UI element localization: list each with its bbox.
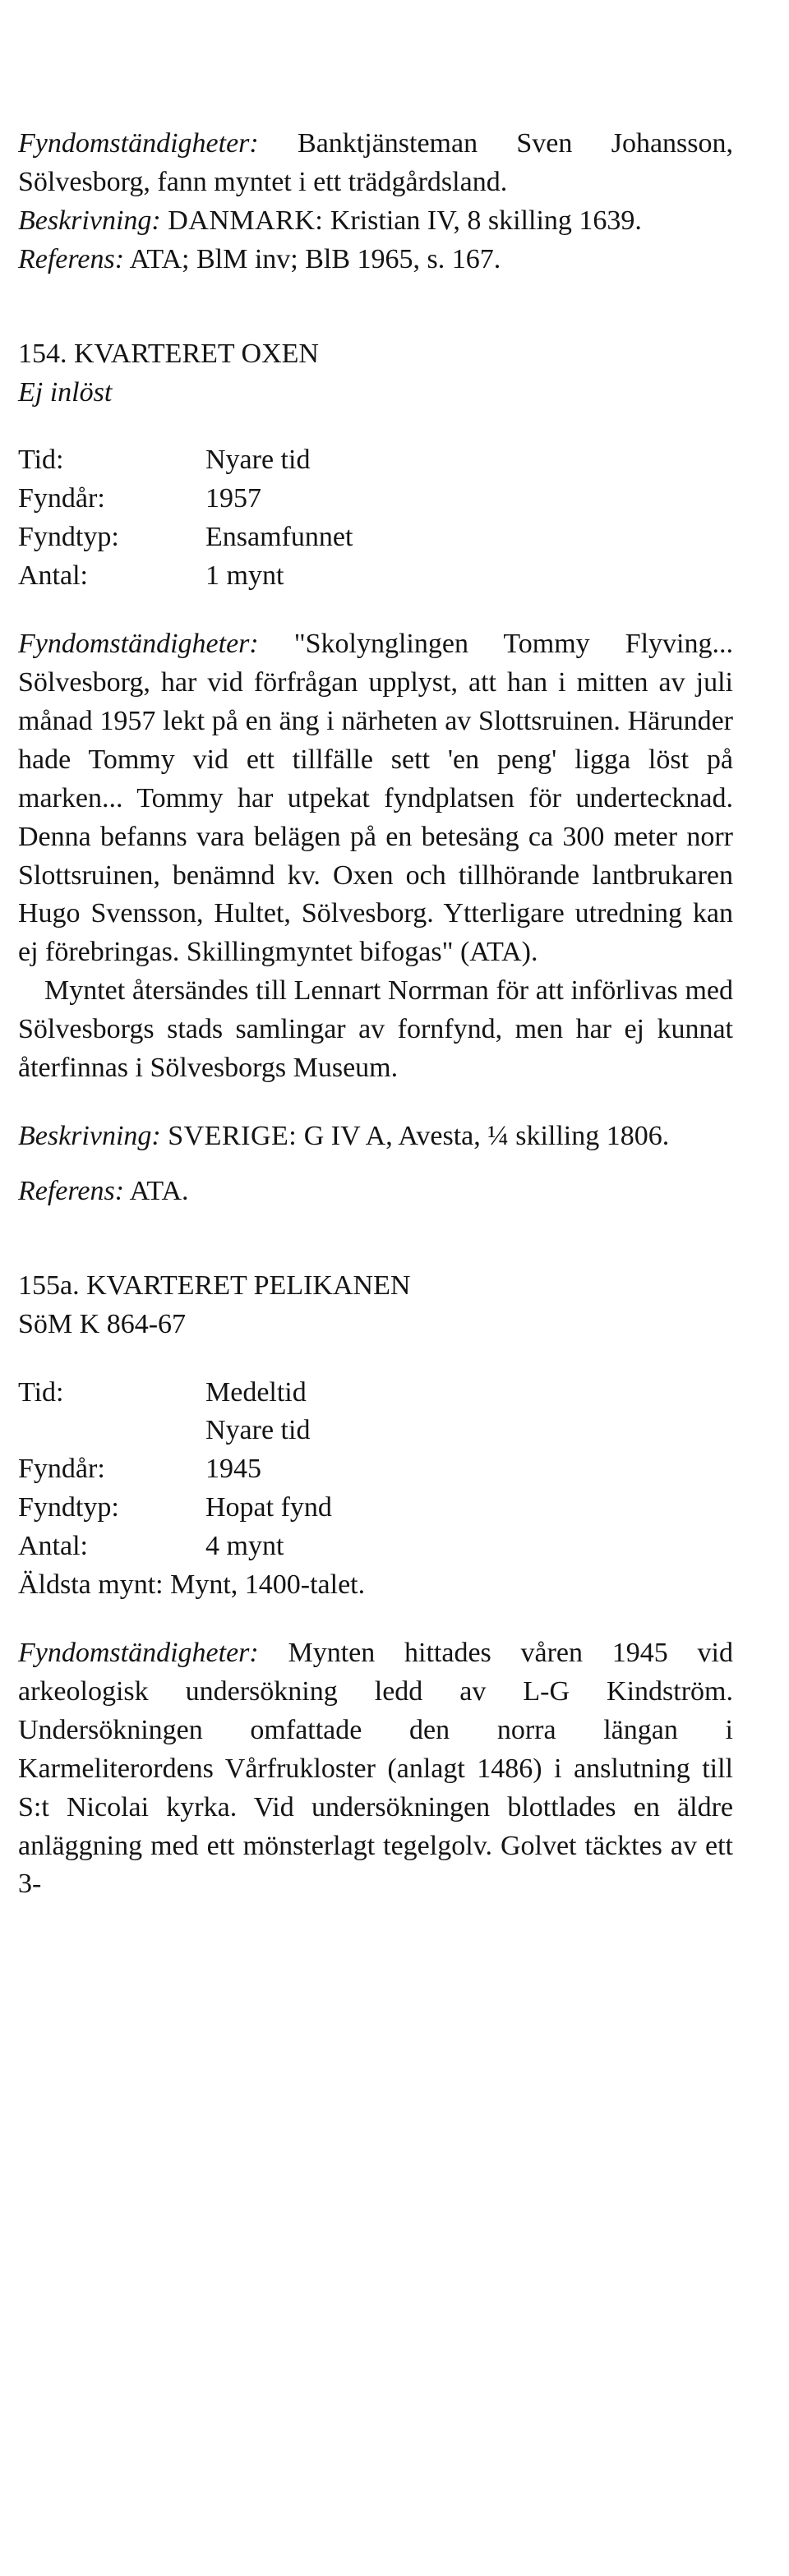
referens-text: ATA.	[129, 1175, 189, 1206]
entry-155a-subheading: SöM K 864-67	[18, 1308, 187, 1339]
entry-155a-fyndomstandigheter	[18, 1634, 733, 1904]
fact-value: Ensamfunnet	[205, 522, 353, 553]
entry-155a-heading: 155a. KVARTERET PELIKANEN	[18, 1270, 411, 1301]
entry-154-beskrivning	[18, 1117, 733, 1156]
fyndomstandigheter-label: Fyndomständigheter:	[18, 629, 259, 660]
aldsta-value: Mynt, 1400-talet.	[170, 1569, 366, 1601]
entry-155a-aldsta	[18, 1566, 733, 1605]
entry-154-referens	[18, 1173, 733, 1211]
fact-value: 1957	[205, 483, 261, 514]
prev-beskrivning	[18, 202, 733, 241]
fact-label: Tid:	[18, 445, 64, 476]
beskrivning-country: SVERIGE:	[168, 1120, 298, 1151]
fact-label: Antal:	[18, 560, 88, 592]
entry-154-heading: 154. KVARTERET OXEN	[18, 338, 319, 369]
fact-value: Hopat fynd	[205, 1492, 332, 1523]
fact-value: 1 mynt	[205, 560, 284, 592]
page-content	[18, 125, 733, 1904]
entry-154-paragraph: Myntet återsändes till Lennart Norrman för att införlivas med Sölvesborgs stads samlingar av fornfynd, men har ej kunnat återfinnas i Sölvesborgs Museum.	[18, 975, 733, 1084]
fact-label: Fyndår:	[18, 1454, 105, 1485]
fyndomstandigheter-text: "Skolynglingen Tommy Flyving... Sölvesborg, har vid förfrågan upplyst, att han i mitten av juli månad 1957 lekt på en äng i närheten av Slottsruinen. Härunder hade Tommy vid ett tillfälle sett 'en peng' ligga löst på marken... Tommy har utpekat fyndplatsen för undertecknad. Denna befanns vara belägen på en betesäng ca 300 meter norr Slottsruinen, benämnd kv. Oxen och tillhörande lantbrukaren Hugo Svensson, Hultet, Sölvesborg. Ytterligare utredning kan ej förebringas. Skillingmyntet bifogas" (ATA).	[18, 629, 733, 968]
fact-label: Tid:	[18, 1376, 64, 1408]
prev-fyndomstandigheter	[18, 125, 733, 202]
entry-155a-facts	[18, 1374, 733, 1567]
fact-value: 1945	[205, 1454, 261, 1485]
beskrivning-text: G IV A, Avesta, ¼ skilling 1806.	[303, 1120, 670, 1151]
beskrivning-label: Beskrivning:	[18, 205, 161, 236]
fact-value: Nyare tid	[205, 1415, 311, 1446]
fyndomstandigheter-text: Banktjänsteman Sven Johansson, Sölvesborg, fann myntet i ett trädgårdsland.	[18, 128, 733, 197]
prev-referens	[18, 241, 733, 279]
referens-label: Referens:	[18, 243, 125, 274]
fact-label	[18, 1412, 205, 1450]
entry-154-fyndomstandigheter	[18, 625, 733, 972]
fact-label: Antal:	[18, 1531, 88, 1562]
fact-value: Medeltid	[205, 1376, 307, 1408]
fyndomstandigheter-text: Mynten hittades våren 1945 vid arkeologisk undersökning ledd av L-G Kindström. Undersökningen omfattade den norra längan i Karmeliterordens Vårfrukloster (anlagt 1486) i anslutning till S:t Nicolai kyrka. Vid undersökningen blottlades en äldre anläggning med ett mönsterlagt tegelgolv. Golvet täcktes av ett 3-	[18, 1638, 733, 1900]
entry-154-facts	[18, 441, 733, 596]
fact-label: Fyndtyp:	[18, 522, 119, 553]
referens-label: Referens:	[18, 1175, 125, 1206]
fact-label: Fyndtyp:	[18, 1492, 119, 1523]
fact-value: 4 mynt	[205, 1531, 284, 1562]
referens-text: ATA; BlM inv; BlB 1965, s. 167.	[129, 243, 501, 274]
fyndomstandigheter-label: Fyndomständigheter:	[18, 128, 259, 159]
beskrivning-label: Beskrivning:	[18, 1120, 161, 1151]
beskrivning-country: DANMARK:	[168, 205, 324, 236]
entry-154-subheading: Ej inlöst	[18, 376, 113, 408]
fact-label: Fyndår:	[18, 483, 105, 514]
beskrivning-text: Kristian IV, 8 skilling 1639.	[330, 205, 642, 236]
fact-value: Nyare tid	[205, 445, 311, 476]
aldsta-label: Äldsta mynt:	[18, 1569, 164, 1601]
fyndomstandigheter-label: Fyndomständigheter:	[18, 1638, 259, 1668]
